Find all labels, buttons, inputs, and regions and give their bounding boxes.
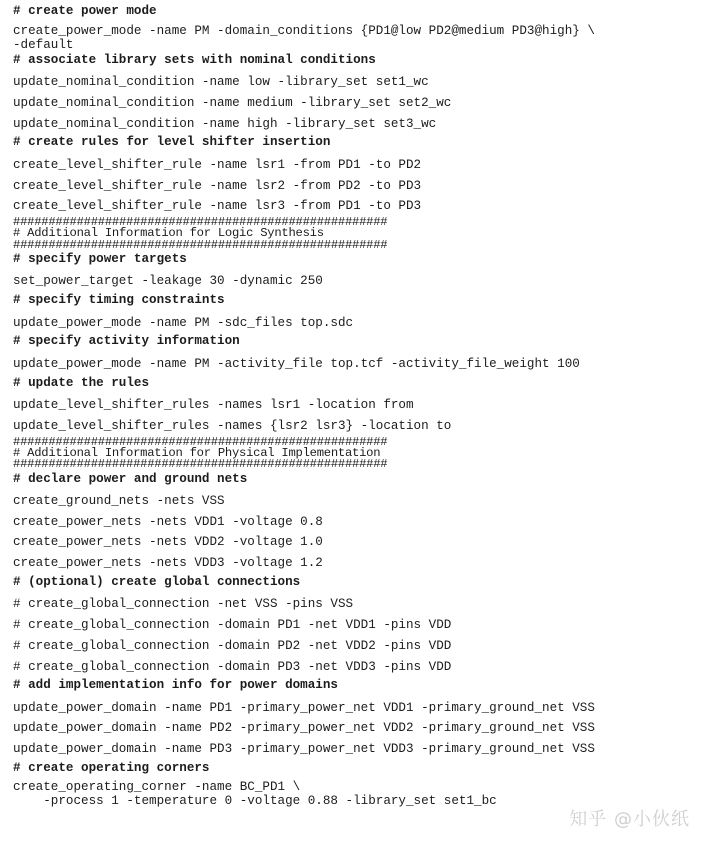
- section-comment: # create power mode: [13, 4, 157, 18]
- code-line: create_power_nets -nets VDD2 -voltage 1.0: [13, 535, 323, 550]
- section-comment: # add implementation info for power domains: [13, 678, 338, 693]
- section-comment: # update the rules: [13, 375, 150, 390]
- code-line: update_power_domain -name PD1 -primary_power_net VDD1 -primary_ground_net VSS: [13, 700, 595, 715]
- code-line: create_ground_nets -nets VSS: [13, 494, 225, 509]
- code-line: create_level_shifter_rule -name lsr3 -from PD1 -to PD3: [13, 199, 422, 214]
- code-line: create_level_shifter_rule -name lsr2 -from PD2 -to PD3: [13, 178, 422, 193]
- section-comment: # specify timing constraints: [13, 293, 225, 308]
- code-line: set_power_target -leakage 30 -dynamic 250: [13, 274, 323, 289]
- code-line: update_level_shifter_rules -names lsr1 -location from: [13, 398, 414, 413]
- code-line: update_nominal_condition -name high -library_set set3_wc: [13, 116, 437, 131]
- code-line: create_power_nets -nets VDD1 -voltage 0.8: [13, 514, 323, 529]
- section-comment: # specify activity information: [13, 334, 240, 349]
- code-line: # create_global_connection -domain PD3 -net VDD3 -pins VDD: [13, 659, 452, 674]
- banner-line: #####################################################: [13, 237, 388, 252]
- section-comment: # (optional) create global connections: [13, 574, 301, 589]
- code-line: # create_global_connection -net VSS -pins VSS: [13, 597, 354, 612]
- section-comment: # declare power and ground nets: [13, 471, 248, 486]
- code-line: update_level_shifter_rules -names {lsr2 lsr3} -location to: [13, 418, 452, 433]
- code-line: update_power_domain -name PD2 -primary_power_net VDD2 -primary_ground_net VSS: [13, 721, 595, 736]
- code-line: update_power_domain -name PD3 -primary_power_net VDD3 -primary_ground_net VSS: [13, 742, 595, 757]
- code-line: -default: [13, 37, 74, 52]
- code-line: update_nominal_condition -name medium -library_set set2_wc: [13, 95, 452, 110]
- code-line: update_nominal_condition -name low -library_set set1_wc: [13, 75, 429, 90]
- banner-line: #####################################################: [13, 214, 388, 229]
- banner-line: # Additional Information for Physical Implementation: [13, 445, 381, 460]
- section-comment: # create operating corners: [13, 760, 210, 775]
- code-line: create_level_shifter_rule -name lsr1 -from PD1 -to PD2: [13, 157, 422, 172]
- code-document: [13, 3, 703, 808]
- code-line: update_power_mode -name PM -sdc_files top.sdc: [13, 315, 354, 330]
- code-line: -process 1 -temperature 0 -voltage 0.88 -library_set set1_bc: [13, 794, 497, 809]
- code-line: create_operating_corner -name BC_PD1 \: [13, 780, 301, 795]
- watermark: 知乎 @小伙纸: [569, 809, 690, 830]
- banner-line: #####################################################: [13, 457, 388, 472]
- code-line: create_power_nets -nets VDD3 -voltage 1.2: [13, 556, 323, 571]
- code-line: create_power_mode -name PM -domain_conditions {PD1@low PD2@medium PD3@high} \: [13, 23, 595, 38]
- section-comment: # create rules for level shifter insertion: [13, 135, 331, 150]
- banner-line: # Additional Information for Logic Synthesis: [13, 226, 324, 241]
- section-comment: # associate library sets with nominal conditions: [13, 52, 376, 67]
- code-line: update_power_mode -name PM -activity_file top.tcf -activity_file_weight 100: [13, 356, 580, 371]
- banner-line: #####################################################: [13, 434, 388, 449]
- section-comment: # specify power targets: [13, 251, 187, 266]
- code-line: # create_global_connection -domain PD2 -net VDD2 -pins VDD: [13, 638, 452, 653]
- code-line: # create_global_connection -domain PD1 -net VDD1 -pins VDD: [13, 618, 452, 633]
